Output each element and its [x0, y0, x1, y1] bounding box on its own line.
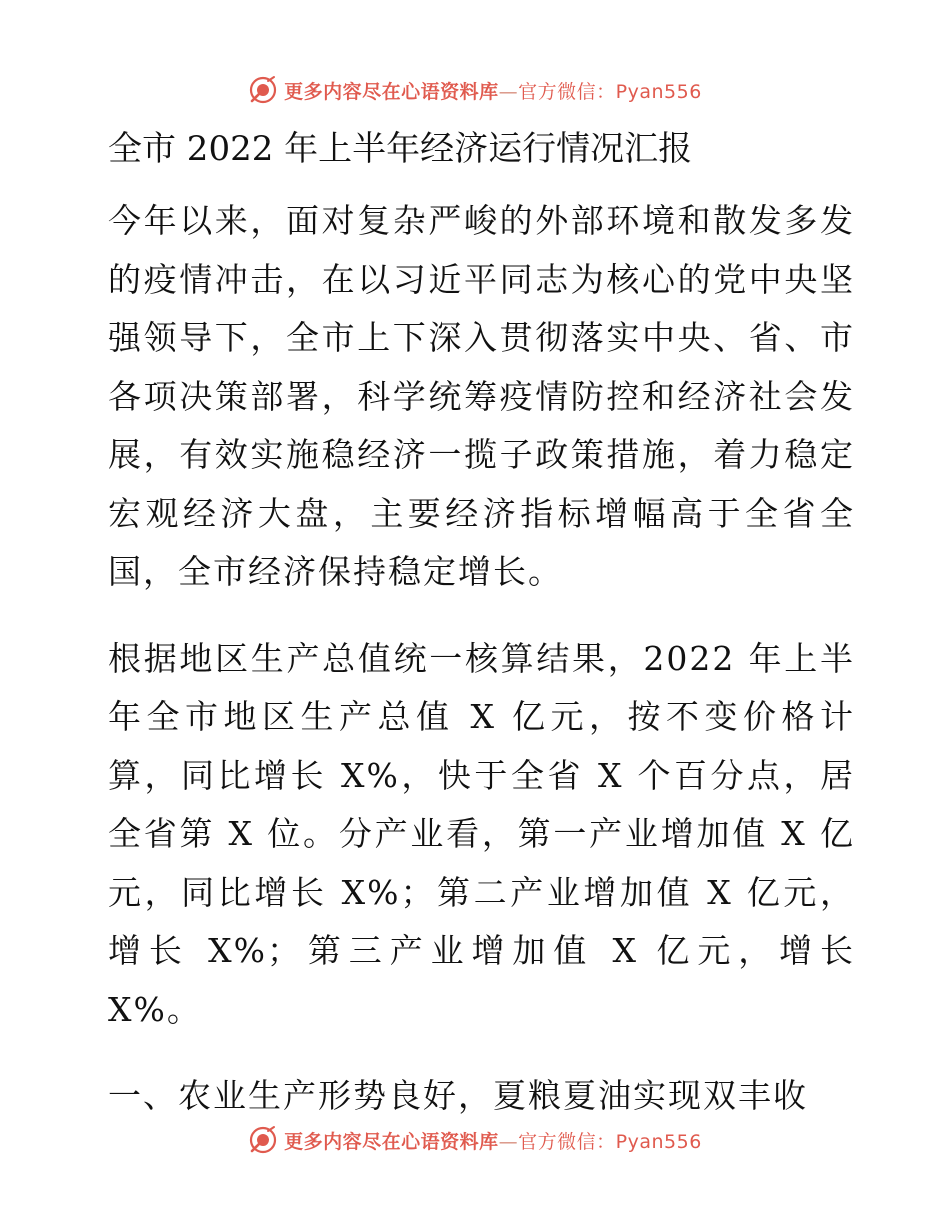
- watermark-separator: —: [498, 1130, 519, 1153]
- watermark-separator: —: [498, 80, 519, 103]
- document-title: 全市 2022 年上半年经济运行情况汇报: [108, 129, 693, 169]
- footer-watermark: [0, 1122, 950, 1158]
- paragraph-gdp: 根据地区生产总值统一核算结果，2022 年上半年全市地区生产总值 X 亿元，按不变价格计算，同比增长 X%，快于全省 X 个百分点，居全省第 X 位。分产业看，第一产业增加值 X 亿元，同比增长 X%；第二产业增加值 X 亿元，增长 X%；第三产业增加值 X 亿元，增长 X%。: [108, 638, 855, 1029]
- watermark-text: [284, 77, 702, 104]
- watermark-text: [284, 1127, 702, 1154]
- brand-logo-icon: [248, 75, 278, 105]
- section-heading-agriculture: 一、农业生产形势良好，夏粮夏油实现双丰收: [108, 1076, 808, 1115]
- watermark-wechat: 官方微信：Pyan556: [518, 1130, 702, 1153]
- document-body: [100, 120, 855, 1126]
- header-watermark: [0, 72, 950, 108]
- paragraph-intro: 今年以来，面对复杂严峻的外部环境和散发多发的疫情冲击，在以习近平同志为核心的党中央坚强领导下，全市上下深入贯彻落实中央、省、市各项决策部署，科学统筹疫情防控和经济社会发展，有效实施稳经济一揽子政策措施，着力稳定宏观经济大盘，主要经济指标增幅高于全省全国，全市经济保持稳定增长。: [108, 201, 855, 591]
- watermark-brand: 更多内容尽在心语资料库: [284, 80, 499, 103]
- brand-logo-icon: [248, 1125, 278, 1155]
- watermark-brand: 更多内容尽在心语资料库: [284, 1130, 499, 1153]
- watermark-wechat: 官方微信：Pyan556: [518, 80, 702, 103]
